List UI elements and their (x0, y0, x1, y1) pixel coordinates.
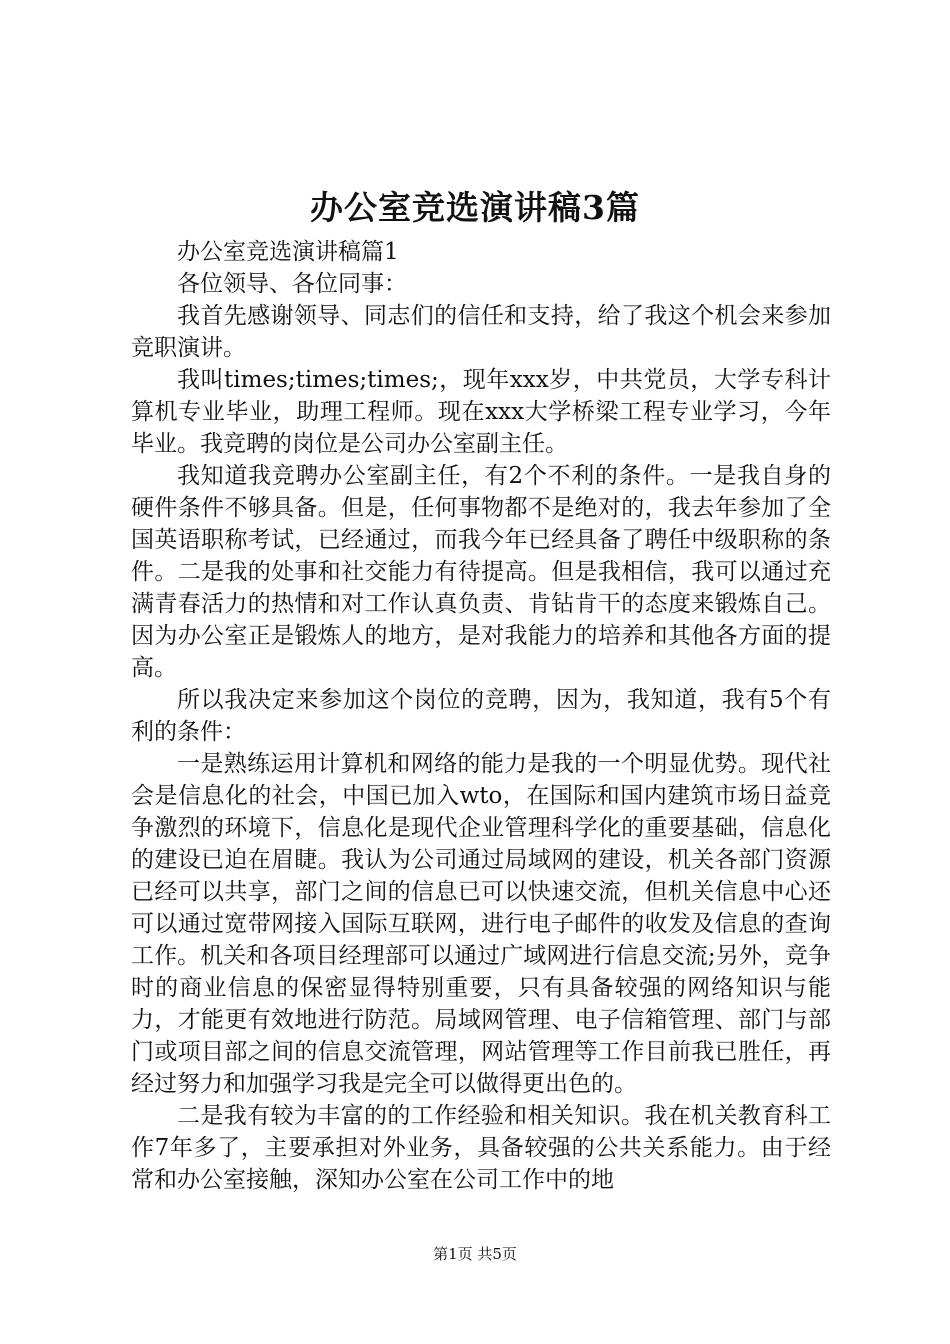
section-heading: 办公室竞选演讲稿篇1 (177, 239, 399, 265)
salutation: 各位领导、各位同事： (177, 271, 407, 297)
paragraph: 我首先感谢领导、同志们的信任和支持，给了我这个机会来参加竞职演讲。 (131, 303, 831, 361)
document-body (131, 236, 831, 1196)
paragraph: 我叫times;times;times;，现年xxx岁，中共党员，大学专科计算机专业毕业，助理工程师。现在xxx大学桥梁工程专业学习，今年毕业。我竞聘的岗位是公司办公室副主任。 (131, 367, 831, 457)
paragraph: 二是我有较为丰富的的工作经验和相关知识。我在机关教育科工作7年多了，主要承担对外业务，具备较强的公共关系能力。由于经常和办公室接触，深知办公室在公司工作中的地 (131, 1103, 831, 1193)
paragraph: 一是熟练运用计算机和网络的能力是我的一个明显优势。现代社会是信息化的社会，中国已加入wto，在国际和国内建筑市场日益竞争激烈的环境下，信息化是现代企业管理科学化的重要基础，信息化的建设已迫在眉睫。我认为公司通过局域网的建设，机关各部门资源已经可以共享，部门之间的信息已可以快速交流，但机关信息中心还可以通过宽带网接入国际互联网，进行电子邮件的收发及信息的查询工作。机关和各项目经理部可以通过广域网进行信息交流;另外，竞争时的商业信息的保密显得特别重要，只有具备较强的网络知识与能力，才能更有效地进行防范。局域网管理、电子信箱管理、部门与部门或项目部之间的信息交流管理，网站管理等工作目前我已胜任，再经过努力和加强学习我是完全可以做得更出色的。 (131, 751, 831, 1097)
document-title: 办公室竞选演讲稿3篇 (310, 188, 640, 227)
paragraph: 我知道我竞聘办公室副主任，有2个不利的条件。一是我自身的硬件条件不够具备。但是，任何事物都不是绝对的，我去年参加了全国英语职称考试，已经通过，而我今年已经具备了聘任中级职称的条件。二是我的处事和社交能力有待提高。但是我相信，我可以通过充满青春活力的热情和对工作认真负责、肯钻肯干的态度来锻炼自己。因为办公室正是锻炼人的地方，是对我能力的培养和其他各方面的提高。 (131, 463, 831, 681)
paragraph: 所以我决定来参加这个岗位的竞聘，因为，我知道，我有5个有利的条件： (131, 687, 831, 745)
page-number-footer: 第1页 共5页 (433, 1245, 517, 1263)
